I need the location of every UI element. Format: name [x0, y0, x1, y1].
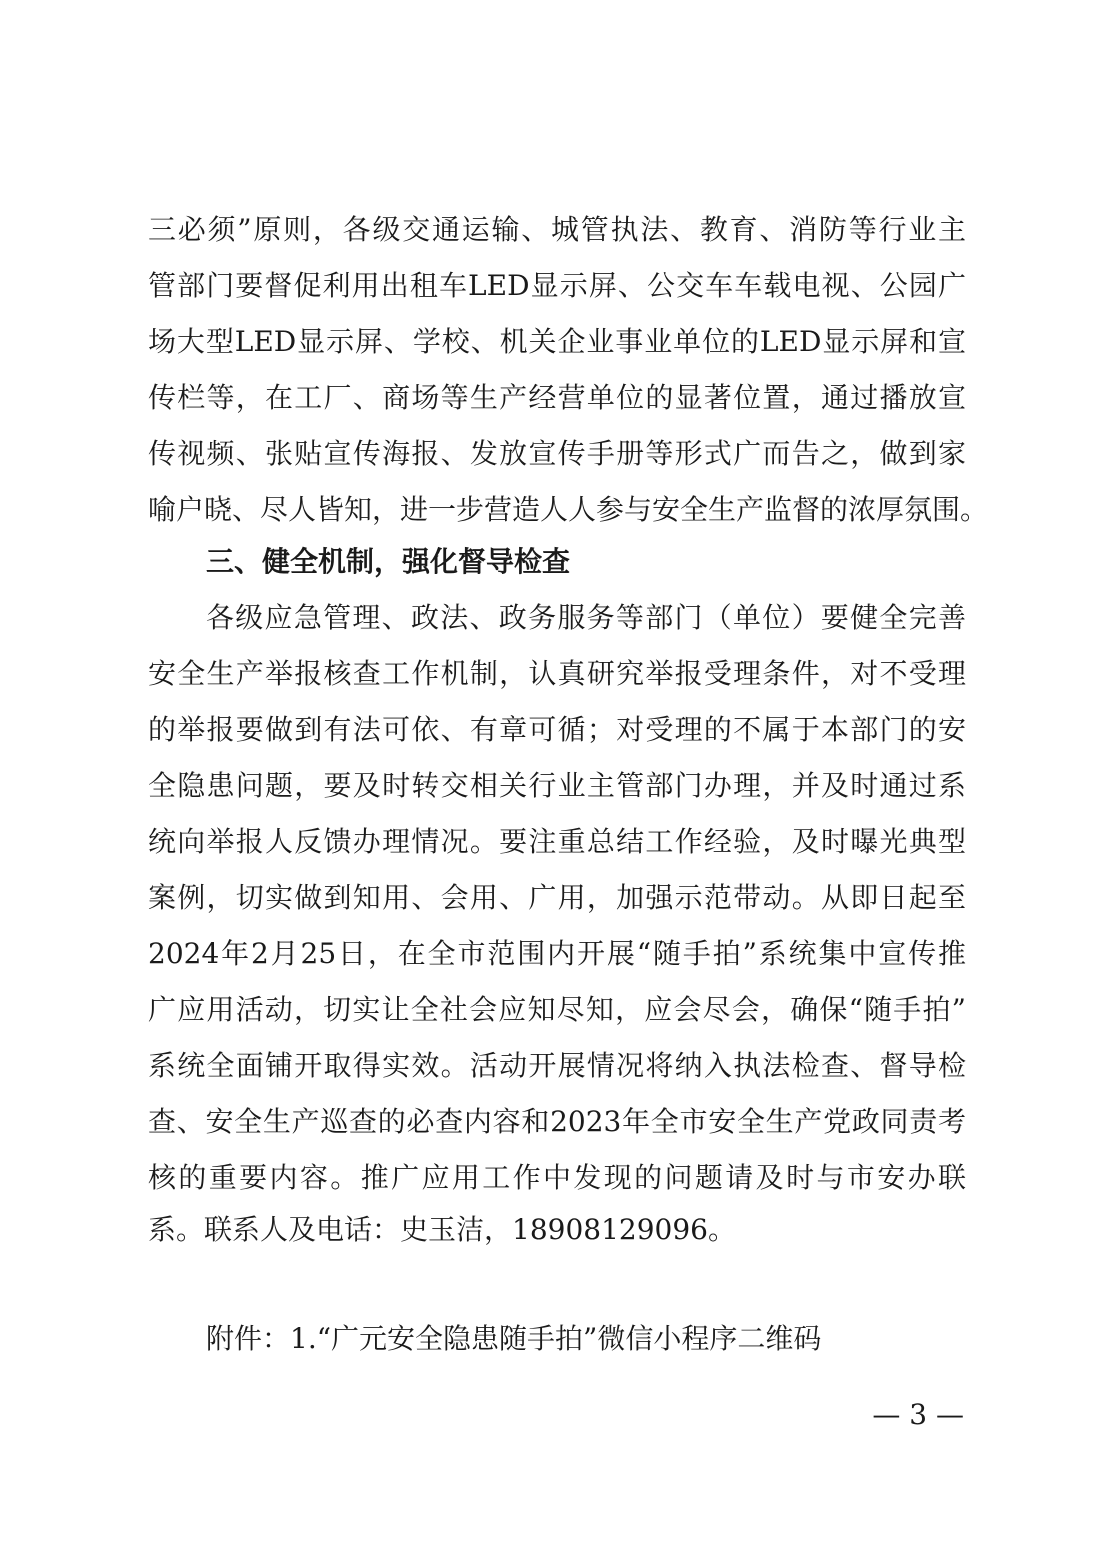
body-text-line: 传栏等，在工厂、商场等生产经营单位的显著位置，通过播放宣 [148, 381, 966, 414]
body-text-line: 2024年2月25日，在全市范围内开展“随手拍”系统集中宣传推 [148, 937, 966, 970]
body-text-line: 各级应急管理、政法、政务服务等部门（单位）要健全完善 [206, 601, 966, 634]
body-text-line: 的举报要做到有法可依、有章可循；对受理的不属于本部门的安 [148, 713, 966, 746]
body-text-line: 核的重要内容。推广应用工作中发现的问题请及时与市安办联 [148, 1161, 966, 1194]
body-text-line: 场大型LED显示屏、学校、机关企业事业单位的LED显示屏和宣 [148, 325, 966, 358]
body-text-line: 案例，切实做到知用、会用、广用，加强示范带动。从即日起至 [148, 881, 966, 914]
body-text-line: 全隐患问题，要及时转交相关行业主管部门办理，并及时通过系 [148, 769, 966, 802]
body-text-line: 喻户晓、尽人皆知，进一步营造人人参与安全生产监督的浓厚氛围。 [148, 493, 989, 526]
body-text-line: 传视频、张贴宣传海报、发放宣传手册等形式广而告之，做到家 [148, 437, 966, 470]
body-text-line: 查、安全生产巡查的必查内容和2023年全市安全生产党政同责考 [148, 1105, 966, 1138]
body-text-line: 三必须”原则，各级交通运输、城管执法、教育、消防等行业主 [148, 213, 966, 246]
body-text-line: 系统全面铺开取得实效。活动开展情况将纳入执法检查、督导检 [148, 1049, 966, 1082]
body-text-line: 统向举报人反馈办理情况。要注重总结工作经验，及时曝光典型 [148, 825, 966, 858]
page-number: — 3 — [872, 1398, 964, 1431]
body-text-line: 广应用活动，切实让全社会应知尽知，应会尽会，确保“随手拍” [148, 993, 966, 1026]
section-heading: 三、健全机制，强化督导检查 [206, 545, 571, 578]
attachment-note: 附件：1.“广元安全隐患随手拍”微信小程序二维码 [206, 1322, 822, 1355]
body-text-line: 管部门要督促利用出租车LED显示屏、公交车车载电视、公园广 [148, 269, 966, 302]
body-text-line: 系。联系人及电话：史玉洁，18908129096。 [148, 1213, 736, 1246]
body-text-line: 安全生产举报核查工作机制，认真研究举报受理条件，对不受理 [148, 657, 966, 690]
